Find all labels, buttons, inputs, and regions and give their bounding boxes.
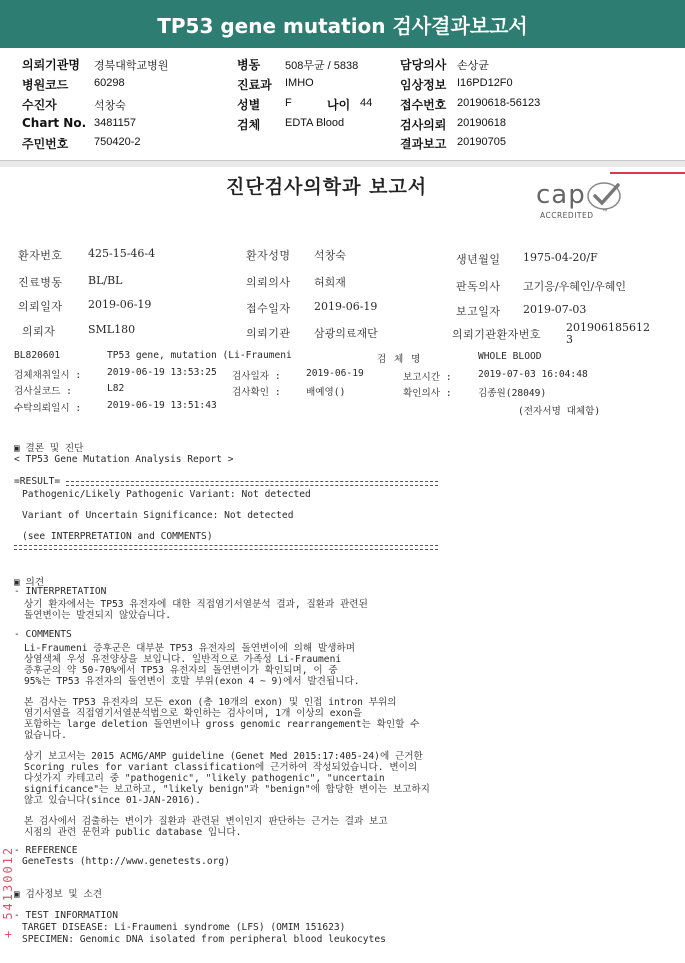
comment-line: 시점의 관련 문헌과 public database 입니다.: [24, 827, 242, 838]
meta-value: 배예영(): [306, 387, 346, 398]
field-label: 환자번호: [18, 249, 63, 262]
resident-no-value: 750420-2: [94, 136, 141, 148]
field-label: 의뢰기관환자번호: [452, 328, 542, 341]
patient-value: 석창숙: [94, 100, 126, 112]
field-value: 425-15-46-4: [88, 247, 156, 260]
result-heading: ▣ 결론 및 진단: [14, 443, 84, 454]
meta-label: 검사실코드 :: [14, 386, 72, 397]
field-value: BL/BL: [88, 274, 123, 287]
form-title: TP53 gene mutation 검사결과보고서: [0, 0, 685, 48]
comment-line: 증후군의 약 50-70%에서 TP53 유전자의 돌연변이가 확인되며, 이 중: [24, 665, 338, 676]
test-info-heading: - TEST INFORMATION: [14, 910, 118, 921]
field-label: 환자성명: [246, 249, 291, 262]
meta-label: 검체채취일시 :: [14, 370, 82, 381]
field-value: 1975-04-20/F: [523, 251, 598, 264]
ward-label: 병동: [237, 58, 261, 72]
comment-line: 상기 보고서는 2015 ACMG/AMP guideline (Genet Med 2015:17:405-24)에 근거한: [24, 751, 423, 762]
comment-line: 없습니다.: [24, 730, 67, 741]
report-date-value: 20190705: [457, 136, 506, 148]
field-value: 2019-06-19: [88, 298, 152, 311]
field-value: 2019-06-19: [314, 300, 378, 313]
side-stamp-number: + 54130012: [1, 845, 16, 939]
age-label: 나이: [327, 98, 351, 112]
field-value: SML180: [88, 323, 136, 336]
meta-value: 2019-06-19 13:53:25: [107, 367, 217, 378]
department-value: IMHO: [285, 77, 314, 89]
meta-label: 수탁의뢰일시 :: [14, 403, 82, 414]
comment-line: 다섯가지 카테고리 중 "pathogenic", "likely pathogenic", "uncertain: [24, 773, 385, 784]
request-date-value: 20190618: [457, 117, 506, 129]
comment-line: 본 검사에서 검출하는 변이가 질환과 관련된 변이인지 판단하는 근거는 결과 보고: [24, 816, 388, 827]
comment-line: 95%는 TP53 유전자의 돌연변이 호발 부위(exon 4 ~ 9)에서 발견됩니다.: [24, 676, 360, 687]
field-label: 의뢰의사: [246, 276, 291, 289]
reference-line: GeneTests (http://www.genetests.org): [22, 856, 230, 867]
field-value: 석창숙: [314, 249, 346, 262]
test-info-section-heading: ▣ 검사정보 및 소견: [14, 889, 102, 900]
meta-value: L82: [107, 383, 125, 394]
meta-value: 2019-07-03 16:04:48: [478, 369, 588, 380]
clinical-info-value: I16PD12F0: [457, 77, 513, 89]
result-rule-bottom: [14, 545, 438, 550]
interpretation-line: 돌연변이는 발견되지 않았습니다.: [24, 610, 172, 621]
red-line-mark: [610, 172, 685, 174]
comment-line: significance"는 보고하고, "likely benign"과 "benign"에 합당한 변이는 보고하지: [24, 784, 430, 795]
interpretation-heading: - INTERPRETATION: [14, 586, 107, 597]
specimen-value: EDTA Blood: [285, 117, 345, 129]
cap-accredited-text: ACCREDITED: [540, 211, 594, 220]
chart-no-value: 3481157: [94, 117, 137, 129]
interpretation-line: 상기 환자에서는 TP53 유전자에 대한 직접염기서열분석 결과, 질환과 관련된: [24, 599, 368, 610]
result-rule-top: [66, 481, 438, 486]
specimen-name-value: WHOLE BLOOD: [478, 351, 542, 362]
report-date-label: 결과보고: [400, 137, 447, 151]
meta-label: 검사일자 :: [232, 371, 281, 382]
field-label: 보고일자: [456, 305, 501, 318]
field-label: 의뢰일자: [18, 300, 63, 313]
specimen-line: SPECIMEN: Genomic DNA isolated from peripheral blood leukocytes: [22, 934, 386, 945]
field-value: 삼광의료재단: [314, 327, 378, 340]
comment-line: Scoring rules for variant classification에 근거하여 작성되었습니다. 변이의: [24, 762, 418, 773]
clinical-info-label: 임상정보: [400, 78, 447, 92]
field-value-cont: 3: [566, 333, 573, 346]
field-value: 허희재: [314, 276, 346, 289]
meta-value: 김종원(28049): [478, 388, 547, 399]
result-line: Pathogenic/Likely Pathogenic Variant: Not detected: [22, 489, 311, 500]
doctor-value: 손상균: [457, 60, 489, 72]
comment-line: 않고 있습니다(since 01-JAN-2016).: [24, 795, 201, 806]
department-label: 진료과: [237, 78, 272, 92]
comment-line: Li-Fraumeni 증후군은 대부분 TP53 유전자의 돌연변이에 의해 발생하며: [24, 643, 355, 654]
header-separator: [0, 160, 685, 167]
chart-no-label: Chart No.: [22, 116, 87, 130]
opinion-heading: ▣ 의견: [14, 577, 45, 588]
specimen-name-label: 검 체 명: [377, 354, 422, 365]
result-subtitle: < TP53 Gene Mutation Analysis Report >: [14, 454, 234, 465]
meta-value: 2019-06-19 13:51:43: [107, 400, 217, 411]
specimen-label: 검체: [237, 118, 261, 132]
doctor-label: 담당의사: [400, 58, 447, 72]
patient-label: 수진자: [22, 98, 57, 112]
field-value: 201906185612: [566, 321, 650, 334]
comment-line: 염기서열을 직접염기서열분석법으로 확인하는 검사이며, 1개 이상의 exon을: [24, 708, 363, 719]
comment-line: 상염색체 우성 유전양상을 보입니다. 일반적으로 가족성 Li-Fraumeni: [24, 654, 342, 665]
comments-heading: - COMMENTS: [14, 629, 72, 640]
test-code: BL820601: [14, 350, 61, 361]
reference-heading: - REFERENCE: [14, 845, 78, 856]
e-signature-note: (전자서명 대체함): [518, 406, 601, 417]
field-label: 의뢰기관: [246, 327, 291, 340]
hospital-name-value: 경북대학교병원: [94, 60, 169, 72]
sex-value: F: [285, 97, 292, 109]
cap-text: cap: [536, 180, 586, 210]
result-line: (see INTERPRETATION and COMMENTS): [22, 531, 213, 542]
cap-tm: ™: [602, 209, 608, 216]
resident-no-label: 주민번호: [22, 137, 69, 151]
request-date-label: 검사의뢰: [400, 118, 447, 132]
hospital-name-label: 의뢰기관명: [22, 58, 80, 72]
ward-value: 508무균 / 5838: [285, 60, 359, 72]
meta-label: 검사확인 :: [232, 387, 281, 398]
meta-label: 확인의사 :: [403, 388, 452, 399]
field-label: 판독의사: [456, 280, 501, 293]
hospital-code-value: 60298: [94, 77, 125, 89]
result-rule-label: =RESULT=: [14, 476, 61, 487]
receipt-no-value: 20190618-56123: [457, 97, 541, 109]
field-label: 생년월일: [456, 253, 501, 266]
meta-value: 2019-06-19: [306, 368, 364, 379]
field-value: 2019-07-03: [523, 303, 587, 316]
test-name: TP53 gene, mutation (Li-Fraumeni: [107, 350, 292, 361]
field-label: 진료병동: [18, 276, 63, 289]
cap-accredited-logo: [532, 180, 632, 222]
field-value: 고기응/우혜인/우혜인: [523, 280, 627, 293]
receipt-no-label: 접수번호: [400, 98, 447, 112]
age-value: 44: [360, 97, 373, 109]
result-line: Variant of Uncertain Significance: Not detected: [22, 510, 294, 521]
field-label: 의뢰자: [22, 325, 56, 338]
report-title: 진단검사의학과 보고서: [226, 176, 428, 198]
field-label: 접수일자: [246, 302, 291, 315]
sex-label: 성별: [237, 98, 261, 112]
comment-line: 포함하는 large deletion 돌연변이나 gross genomic rearrangement는 확인할 수: [24, 719, 420, 730]
hospital-code-label: 병원코드: [22, 78, 69, 92]
target-disease-line: TARGET DISEASE: Li-Fraumeni syndrome (LFS) (OMIM 151623): [22, 922, 346, 933]
meta-label: 보고시간 :: [403, 372, 452, 383]
comment-line: 본 검사는 TP53 유전자의 모든 exon (총 10개의 exon) 및 인접 intron 부위의: [24, 697, 397, 708]
